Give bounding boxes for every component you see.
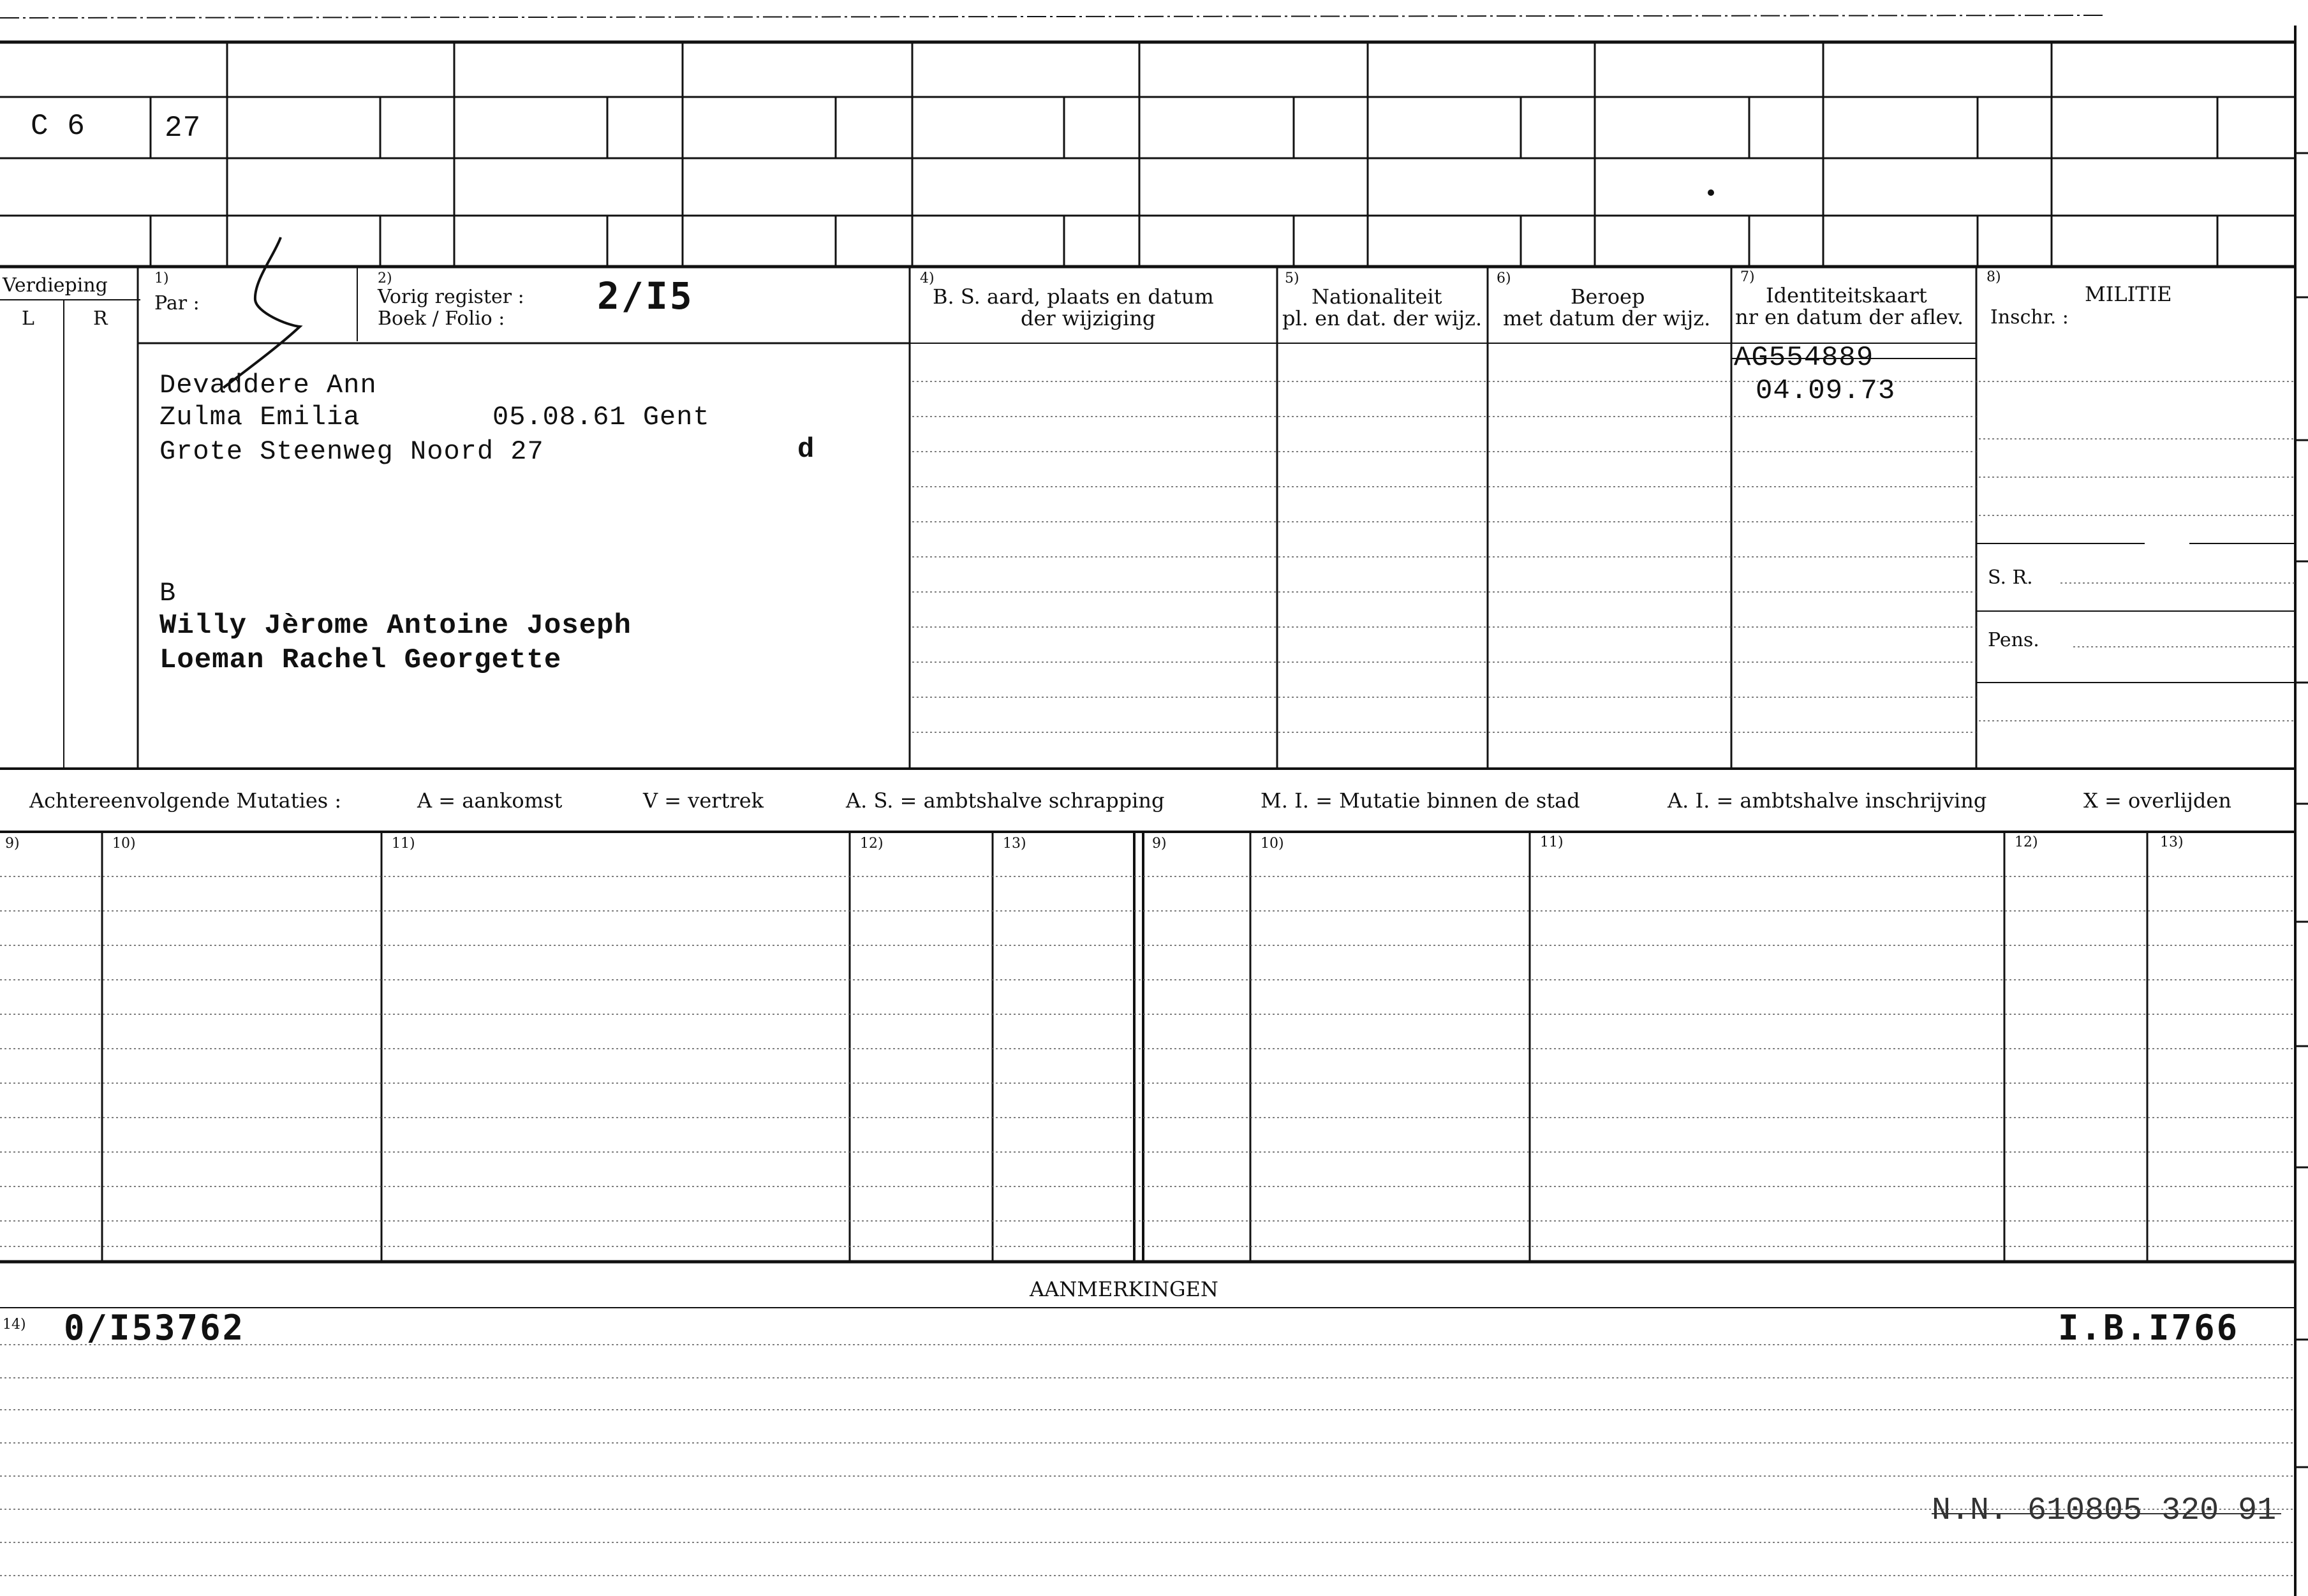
- col-12-right: 12): [2015, 834, 2038, 850]
- aanmerkingen-ib-number: I.B.I766: [2058, 1308, 2240, 1348]
- par-scribble: [223, 237, 300, 388]
- record-parent-code: B: [159, 578, 177, 609]
- par-number: 1): [154, 270, 169, 286]
- col-11-left: 11): [392, 836, 415, 852]
- record-name-line2: Zulma Emilia: [159, 402, 360, 432]
- record-father: Willy Jèrome Antoine Joseph: [159, 610, 632, 642]
- beroep-header-line1: Beroep: [1571, 284, 1645, 309]
- pens-label: Pens.: [1988, 629, 2039, 651]
- legend-x: X = overlijden: [2083, 788, 2231, 813]
- vorig-register-label: Vorig register :: [378, 286, 524, 308]
- col-11-right: 11): [1540, 834, 1564, 850]
- legend-v: V = vertrek: [643, 788, 764, 813]
- aanmerkingen-reference: 0/I53762: [64, 1308, 246, 1348]
- id-number-label: 7): [1740, 269, 1755, 285]
- id-card-number: AG554889: [1734, 342, 1874, 374]
- vorig-number: 2): [378, 270, 392, 286]
- col-10-left: 10): [112, 836, 136, 852]
- record-marker: d: [797, 434, 815, 466]
- record-birth: 05.08.61 Gent: [492, 402, 710, 432]
- militie-number: 8): [1986, 269, 2001, 285]
- col-13-right: 13): [2160, 834, 2184, 850]
- aanmerkingen-number: 14): [3, 1317, 26, 1333]
- ink-dot: [1708, 189, 1714, 196]
- R-label: R: [93, 307, 108, 330]
- sr-label: S. R.: [1988, 566, 2033, 589]
- col-12-left: 12): [860, 836, 884, 852]
- national-number: N.N. 610805 320 91: [1932, 1493, 2277, 1529]
- record-name-line1: Devaddere Ann: [159, 370, 377, 401]
- col-13-left: 13): [1003, 836, 1026, 852]
- legend-mi: M. I. = Mutatie binnen de stad: [1261, 788, 1580, 813]
- id-header-line2: nr en datum der aflev.: [1735, 305, 1964, 329]
- boek-folio-label: Boek / Folio :: [378, 307, 505, 330]
- vorig-register-value: 2/I5: [597, 274, 694, 318]
- nat-number: 5): [1285, 270, 1299, 286]
- legend-a: A = aankomst: [417, 788, 563, 813]
- col-9-right: 9): [1152, 836, 1167, 852]
- record-address: Grote Steenweg Noord 27: [159, 436, 544, 467]
- bs-header-line2: der wijziging: [1021, 306, 1156, 330]
- beroep-number: 6): [1497, 270, 1511, 286]
- legend-ai: A. I. = ambtshalve inschrijving: [1668, 788, 1987, 813]
- bs-number: 4): [920, 270, 935, 286]
- record-mother: Loeman Rachel Georgette: [159, 644, 562, 676]
- inschr-label: Inschr. :: [1990, 306, 2069, 329]
- beroep-header-line2: met datum der wijz.: [1503, 306, 1711, 330]
- bs-header-line1: B. S. aard, plaats en datum: [933, 284, 1214, 309]
- id-card-date: 04.09.73: [1756, 375, 1896, 407]
- col-10-right: 10): [1261, 836, 1284, 852]
- aanmerkingen-title: AANMERKINGEN: [1030, 1277, 1218, 1301]
- mutaties-title: Achtereenvolgende Mutaties :: [29, 788, 342, 813]
- legend-as: A. S. = ambtshalve schrapping: [846, 788, 1165, 813]
- militie-title: MILITIE: [2085, 282, 2172, 306]
- col-9-left: 9): [5, 836, 20, 852]
- par-label: Par :: [154, 292, 200, 314]
- top-number: 27: [165, 112, 202, 145]
- top-code: C 6: [31, 110, 85, 143]
- nat-header-line2: pl. en dat. der wijz.: [1282, 306, 1483, 330]
- verdieping-label: Verdieping: [3, 274, 108, 297]
- L-label: L: [22, 307, 34, 330]
- id-header-line1: Identiteitskaart: [1766, 283, 1927, 307]
- nat-header-line1: Nationaliteit: [1312, 284, 1442, 309]
